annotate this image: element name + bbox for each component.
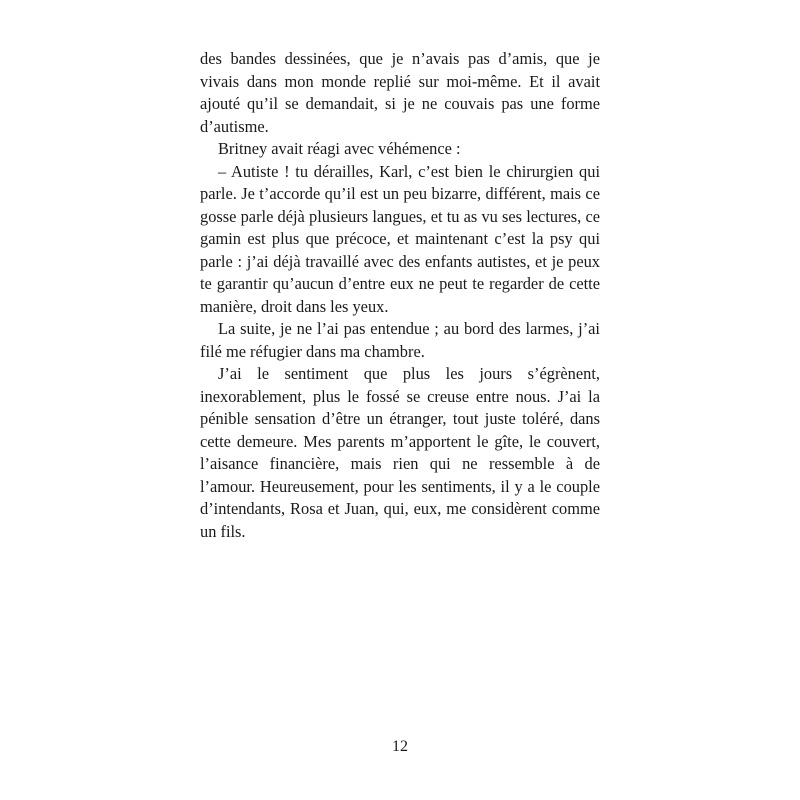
paragraph-2: Britney avait réagi avec véhémence : xyxy=(218,139,461,158)
paragraph-4: La suite, je ne l’ai pas entendue ; au bord des larmes, j’ai filé me réfugier dans ma chambre. xyxy=(200,319,600,361)
page-number: 12 xyxy=(392,738,408,755)
paragraph-3-dialogue: – Autiste ! tu dérailles, Karl, c’est bien le chirurgien qui parle. Je t’accorde qu’il est un peu bizarre, différent, mais ce gosse parle déjà plusieurs langues, et tu as vu ses lectures, ce gamin est plus que précoce, et maintenant c’est la psy qui parle : j’ai déjà travaillé avec des enfants autistes, et je peux te garantir qu’aucun d’entre eux ne peut te regarder de cette manière, droit dans les yeux. xyxy=(200,161,600,316)
body-text xyxy=(200,48,600,543)
paragraph-5: J’ai le sentiment que plus les jours s’égrènent, inexorablement, plus le fossé se creuse entre nous. J’ai la pénible sensation d’être un étranger, tout juste toléré, dans cette demeure. Mes parents m’apportent le gîte, le couvert, l’aisance financière, mais rien qui ne ressemble à de l’amour. Heureusement, pour les sentiments, il y a le couple d’intendants, Rosa et Juan, qui, eux, me considèrent comme un fils. xyxy=(200,364,600,541)
paragraph-1: des bandes dessinées, que je n’avais pas d’amis, que je vivais dans mon monde replié sur moi-même. Et il avait ajouté qu’il se demandait, si je ne couvais pas une forme d’autisme. xyxy=(200,49,600,136)
